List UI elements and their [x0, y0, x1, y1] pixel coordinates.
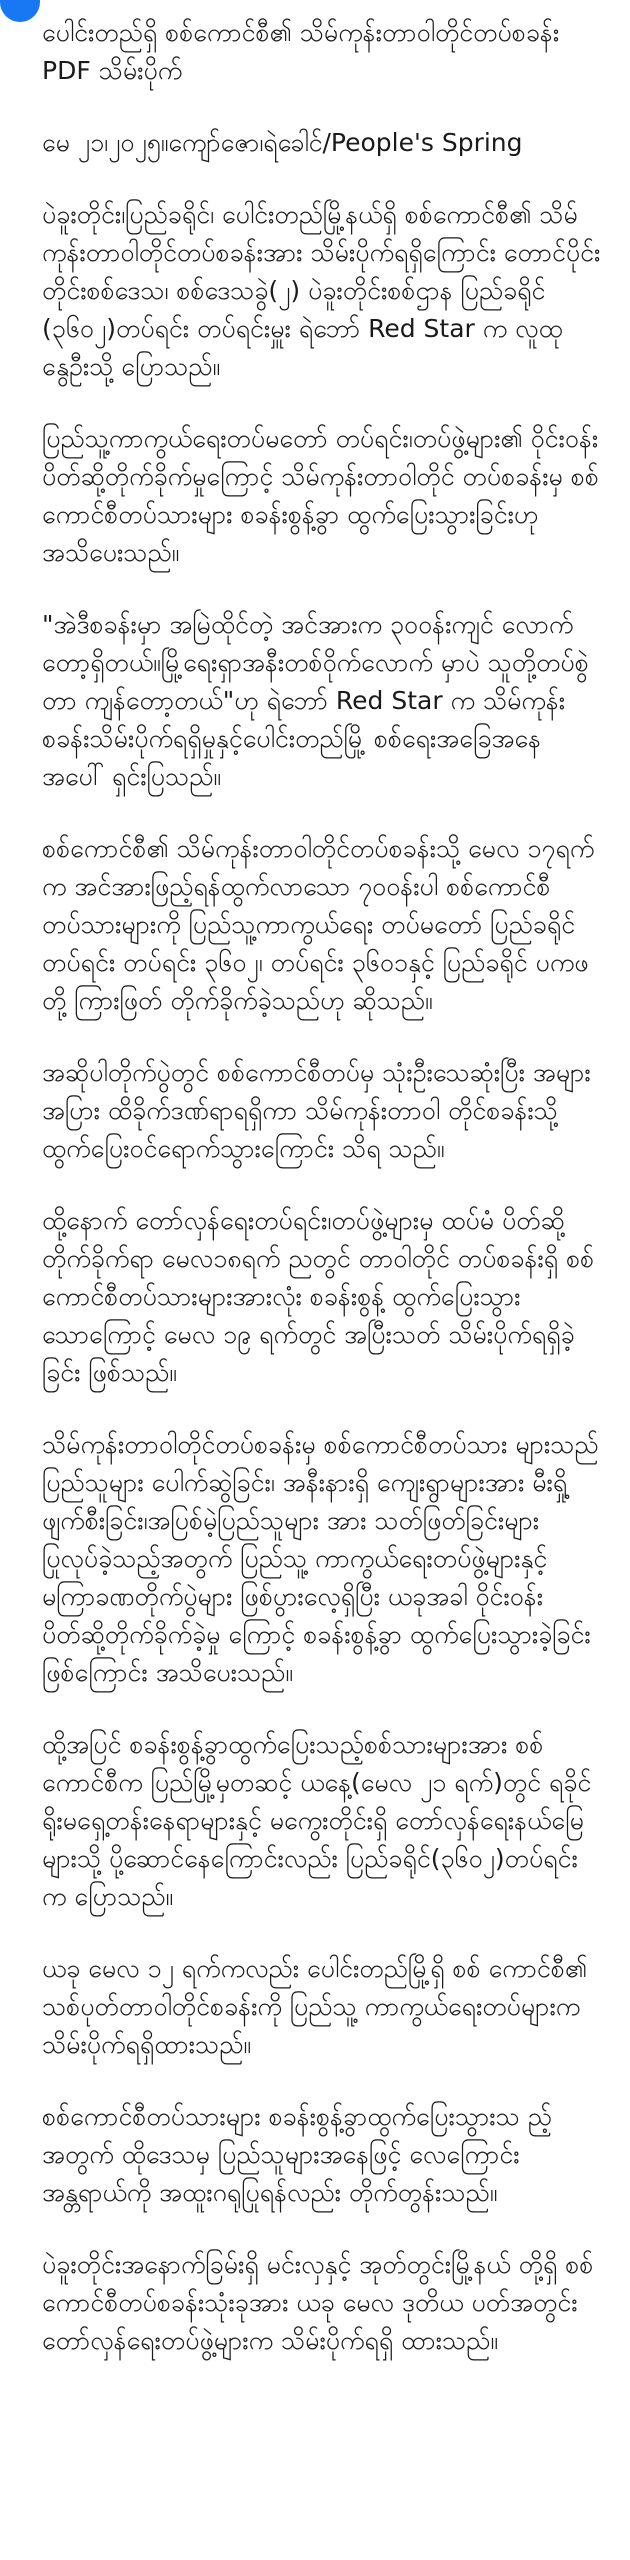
paragraph-1: ပဲခူးတိုင်း၊ပြည်ခရိုင်၊ ပေါင်းတည်မြို့နယ်ရှိ စစ်ကောင်စီ၏ သိမ်ကုန်းတာဝါတိုင်တပ်စခန်းအား သိမ်းပိုက်ရရှိကြောင်း တောင်ပိုင်းတိုင်းစစ်ဒေသ၊ စစ်ဒေသခွဲ(၂) ပဲခူးတိုင်းစစ်ဌာန ပြည်ခရိုင် (၃၆၀၂)တပ်ရင်း တပ်ရင်းမှူး ရဲဘော် Red Star က လူထုနွေဦးသို့ ပြောသည်။ [42, 200, 601, 381]
paragraph-3: "အဲဒီစခန်းမှာ အမြဲထိုင်တဲ့ အင်အားက ၃၀ဝန်းကျင် လောက်တော့ရှိတယ်။မြို့ရေးရှာအနီးတစ်ဝိုက်လောက် မှာပဲ သူတို့တပ်စွဲတာ ကျန်တော့တယ်"ဟု ရဲဘော် Red Star က သိမ်ကုန်းစခန်းသိမ်းပိုက်ရရှိမှုနှင့်ပေါင်းတည်မြို့ စစ်ရေးအခြေအနေအပေါ် ရှင်းပြသည်။ [42, 610, 589, 791]
paragraph-4: စစ်ကောင်စီ၏ သိမ်ကုန်းတာဝါတိုင်တပ်စခန်းသို့ မေလ ၁၇ရက်က အင်အားဖြည့်ရန်ထွက်လာသော ၇၀ဝန်းပါ စစ်ကောင်စီတပ်သားများကို ပြည်သူ့ကာကွယ်ရေး တပ်မတော် ပြည်ခရိုင်တပ်ရင်း တပ်ရင်း ၃၆၀၂၊ တပ်ရင်း ၃၆၀၁နှင့် ပြည်ခရိုင် ပကဖတို့ ကြားဖြတ် တိုက်ခိုက်ခဲ့သည်ဟု ဆိုသည်။ [42, 834, 595, 1015]
article-title: ပေါင်းတည်ရှိ စစ်ကောင်စီ၏ သိမ်ကုန်းတာဝါတိုင်တပ်စခန်း PDF သိမ်းပိုက် [42, 18, 560, 85]
paragraph-5: အဆိုပါတိုက်ပွဲတွင် စစ်ကောင်စီတပ်မှ သုံးဦးသေဆုံးပြီး အများအပြား ထိခိုက်ဒဏ်ရာရရှိကာ သိမ်ကုန်းတာဝါ တိုင်စခန်းသို့ ထွက်ပြေးဝင်ရောက်သွားကြောင်း သိရ သည်။ [42, 1058, 591, 1163]
paragraph-11: ပဲခူးတိုင်းအနောက်ခြမ်းရှိ မင်းလှနှင့် အုတ်တွင်းမြို့နယ် တို့ရှိ စစ်ကောင်စီတပ်စခန်းသုံးခုအား ယခု မေလ ဒုတိယ ပတ်အတွင်း တော်လှန်ရေးတပ်ဖွဲ့များက သိမ်းပိုက်ရရှိ ထားသည်။ [42, 2250, 594, 2355]
paragraph-7: သိမ်ကုန်းတာဝါတိုင်တပ်စခန်းမှ စစ်ကောင်စီတပ်သား များသည် ပြည်သူများ ပေါက်ဆွဲခြင်း၊ အနီးနားရှိ ကျေးရွာများအား မီးရှို့ဖျက်စီးခြင်း၊အပြစ်မဲ့ပြည်သူများ အား သတ်ဖြတ်ခြင်းများ ပြုလုပ်ခဲ့သည့်အတွက် ပြည်သူ့ ကာကွယ်ရေးတပ်ဖွဲ့များနှင့် မကြာခဏတိုက်ပွဲများ ဖြစ်ပွားလေ့ရှိပြီး ယခုအခါ ဝိုင်းဝန်းပိတ်ဆို့တိုက်ခိုက်ခဲ့မှု ကြောင့် စခန်းစွန့်ခွာ ထွက်ပြေးသွားခဲ့ခြင်းဖြစ်ကြောင်း အသိပေးသည်။ [42, 1430, 599, 1687]
article [42, 14, 602, 2394]
paragraph-2: ပြည်သူ့ကာကွယ်ရေးတပ်မတော် တပ်ရင်း၊တပ်ဖွဲ့များ၏ ဝိုင်းဝန်းပိတ်ဆို့တိုက်ခိုက်မှုကြောင့် သိမ်ကုန်းတာဝါတိုင် တပ်စခန်းမှ စစ်ကောင်စီတပ်သားများ စခန်းစွန့်ခွာ ထွက်ပြေးသွားခြင်းဟု အသိပေးသည်။ [42, 424, 599, 567]
app-logo-icon [0, 0, 40, 22]
paragraph-8: ထို့အပြင် စခန်းစွန့်ခွာထွက်ပြေးသည့်စစ်သားများအား စစ်ကောင်စီက ပြည်မြို့မှတဆင့် ယနေ့(မေလ ၂၁ ရက်)တွင် ရခိုင်ရိုးမရှေ့တန်းနေရာများနှင့် မကွေးတိုင်းရှိ တော်လှန်ရေးနယ်မြေများသို့ ပို့ဆောင်နေကြောင်းလည်း ပြည်ခရိုင်(၃၆၀၂)တပ်ရင်းက ပြောသည်။ [42, 1730, 592, 1911]
paragraph-6: ထို့နောက် တော်လှန်ရေးတပ်ရင်း၊တပ်ဖွဲ့များမှ ထပ်မံ ပိတ်ဆို့တိုက်ခိုက်ရာ မေလ၁၈ရက် ညတွင် တာဝါတိုင် တပ်စခန်းရှိ စစ်ကောင်စီတပ်သားများအားလုံး စခန်းစွန့် ထွက်ပြေးသွားသောကြောင့် မေလ ၁၉ ရက်တွင် အပြီးသတ် သိမ်းပိုက်ရရှိခဲ့ခြင်း ဖြစ်သည်။ [42, 1206, 595, 1387]
article-dateline: မေ ၂၁၊၂၀၂၅။ကျော်ဇော၊ရဲခေါင်/People's Spring [42, 128, 523, 157]
paragraph-10: စစ်ကောင်စီတပ်သားများ စခန်းစွန့်ခွာထွက်ပြေးသွားသ ည့်အတွက် ထိုဒေသမှ ပြည်သူများအနေဖြင့် လေကြောင်းအန္တရာယ်ကို အထူးဂရုပြုရန်လည်း တိုက်တွန်းသည်။ [42, 2102, 552, 2207]
paragraph-9: ယခု မေလ ၁၂ ရက်ကလည်း ပေါင်းတည်မြို့ရှိ စစ် ကောင်စီ၏ သစ်ပုတ်တာဝါတိုင်စခန်းကို ပြည်သူ့ ကာကွယ်ရေးတပ်များက သိမ်းပိုက်ရရှိထားသည်။ [42, 1954, 588, 2059]
